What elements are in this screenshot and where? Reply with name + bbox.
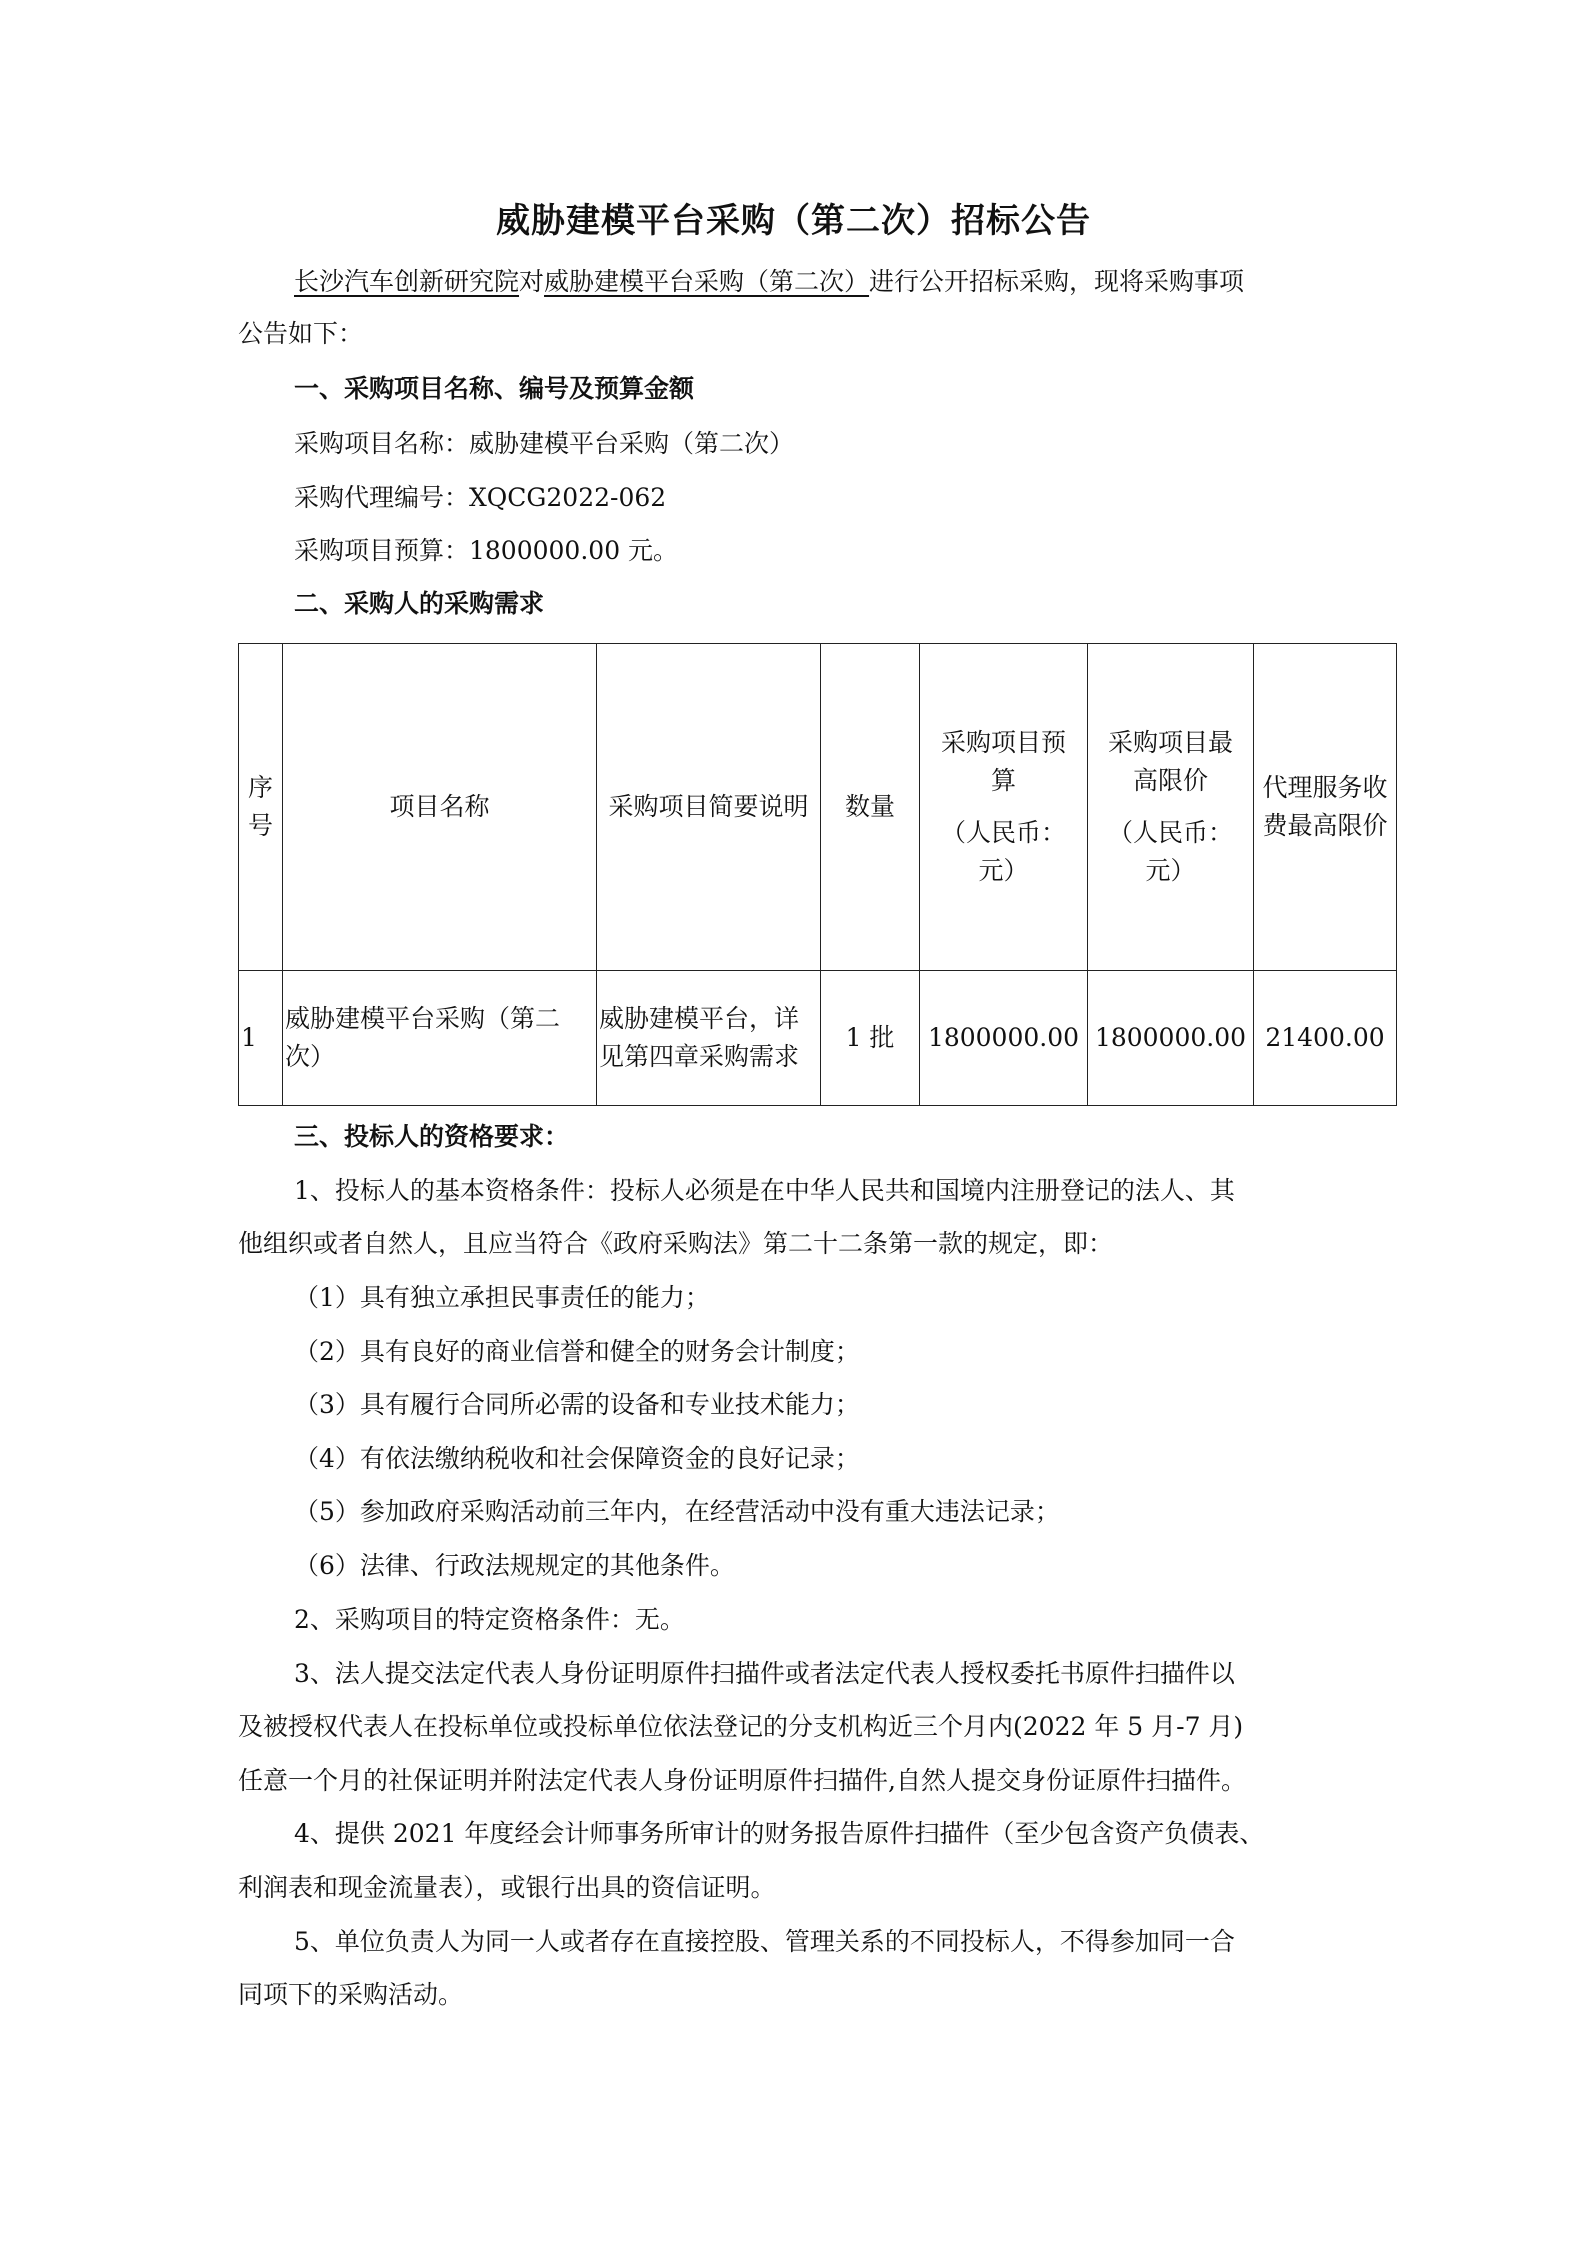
intro-text-2: 进行公开招标采购，现将采购事项 xyxy=(869,267,1245,296)
qualification-p3-line3: 任意一个月的社保证明并附法定代表人身份证明原件扫描件,自然人提交身份证原件扫描件。 xyxy=(238,1766,1246,1795)
intro-text-1: 对 xyxy=(519,267,545,296)
table-header-row xyxy=(239,644,1397,971)
qualification-item: （2）具有良好的商业信誉和健全的财务会计制度； xyxy=(294,1337,860,1366)
header-seq: 序 号 xyxy=(239,644,283,971)
page-title: 威胁建模平台采购（第二次）招标公告 xyxy=(496,201,1091,241)
header-budget: 采购项目预 算 （人民币： 元） xyxy=(920,644,1088,971)
cell-seq: 1 xyxy=(239,971,283,1106)
qualification-p5-line1: 5、单位负责人为同一人或者存在直接控股、管理关系的不同投标人，不得参加同一合 xyxy=(294,1927,1235,1956)
qualification-p4-line2: 利润表和现金流量表），或银行出具的资信证明。 xyxy=(238,1873,776,1902)
section2-heading: 二、采购人的采购需求 xyxy=(294,589,545,618)
qualification-p4-line1: 4、提供 2021 年度经会计师事务所审计的财务报告原件扫描件（至少包含资产负债表、 xyxy=(294,1819,1265,1848)
cell-fee: 21400.00 xyxy=(1254,971,1397,1106)
qualification-item: （6）法律、行政法规规定的其他条件。 xyxy=(294,1551,735,1580)
header-max-price: 采购项目最 高限价 （人民币： 元） xyxy=(1088,644,1254,971)
qualification-item: （1）具有独立承担民事责任的能力； xyxy=(294,1283,710,1312)
cell-budget: 1800000.00 xyxy=(920,971,1088,1106)
header-name: 项目名称 xyxy=(283,644,597,971)
header-qty: 数量 xyxy=(821,644,920,971)
table-row xyxy=(239,971,1397,1106)
cell-desc: 威胁建模平台，详 见第四章采购需求 xyxy=(597,971,821,1106)
qualification-p3-line2: 及被授权代表人在投标单位或投标单位依法登记的分支机构近三个月内(2022 年 5 月-7 月) xyxy=(238,1712,1244,1741)
qualification-p1-line2: 他组织或者自然人，且应当符合《政府采购法》第二十二条第一款的规定，即： xyxy=(238,1229,1114,1258)
intro-line-1 xyxy=(294,266,1244,298)
section3-heading: 三、投标人的资格要求： xyxy=(294,1122,570,1151)
cell-name: 威胁建模平台采购（第二 次） xyxy=(283,971,597,1106)
cell-max-price: 1800000.00 xyxy=(1088,971,1254,1106)
agency-code-line: 采购代理编号：XQCG2022-062 xyxy=(294,483,667,512)
intro-line-2: 公告如下： xyxy=(238,319,364,348)
purchaser-name: 长沙汽车创新研究院 xyxy=(294,267,520,296)
qualification-item: （3）具有履行合同所必需的设备和专业技术能力； xyxy=(294,1390,860,1419)
requirements-table xyxy=(238,643,1397,1106)
header-desc: 采购项目简要说明 xyxy=(597,644,821,971)
qualification-p3-line1: 3、法人提交法定代表人身份证明原件扫描件或者法定代表人授权委托书原件扫描件以 xyxy=(294,1659,1235,1688)
qualification-p5-line2: 同项下的采购活动。 xyxy=(238,1980,464,2009)
project-name-line: 采购项目名称：威胁建模平台采购（第二次） xyxy=(294,429,795,458)
qualification-item: （5）参加政府采购活动前三年内，在经营活动中没有重大违法记录； xyxy=(294,1497,1060,1526)
header-fee: 代理服务收 费最高限价 xyxy=(1254,644,1397,971)
qualification-p1-line1: 1、投标人的基本资格条件：投标人必须是在中华人民共和国境内注册登记的法人、其 xyxy=(294,1176,1235,1205)
qualification-p2: 2、采购项目的特定资格条件：无。 xyxy=(294,1605,685,1634)
section1-heading: 一、采购项目名称、编号及预算金额 xyxy=(294,374,695,403)
intro-project-name: 威胁建模平台采购（第二次） xyxy=(544,267,870,296)
qualification-item: （4）有依法缴纳税收和社会保障资金的良好记录； xyxy=(294,1444,860,1473)
budget-line: 采购项目预算：1800000.00 元。 xyxy=(294,536,679,565)
cell-qty: 1 批 xyxy=(821,971,920,1106)
